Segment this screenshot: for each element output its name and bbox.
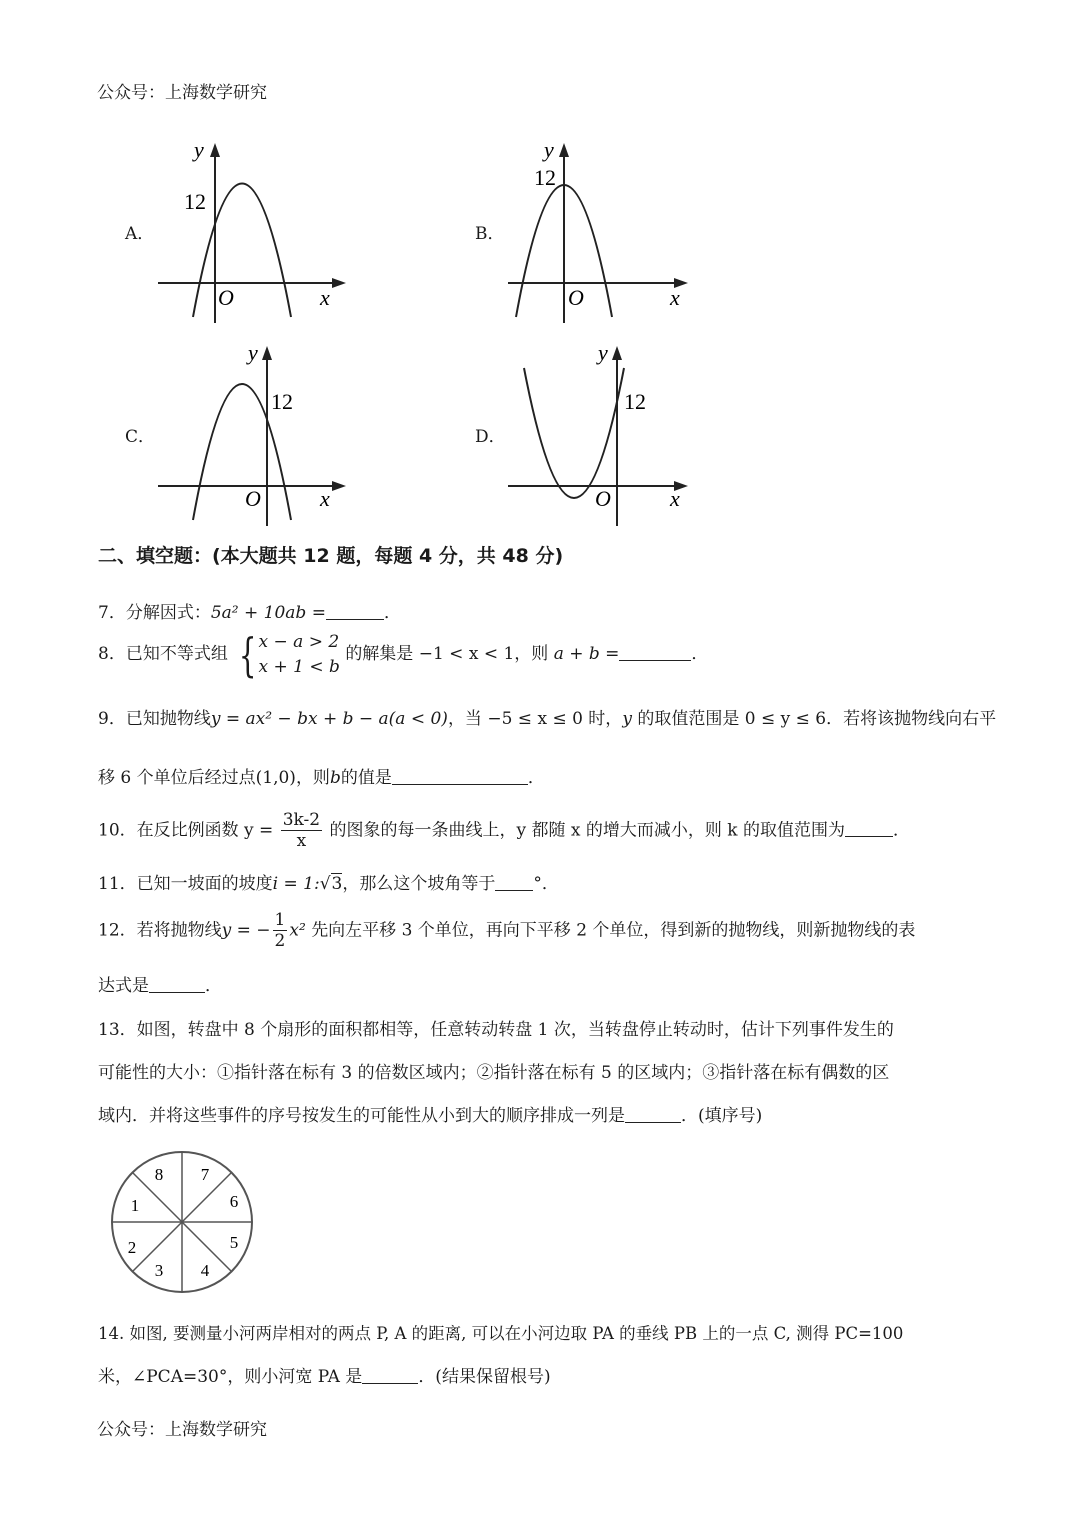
svg-text:12: 12 (624, 389, 646, 414)
question-14-line-2: 米，∠PCA=30°，则小河宽 PA 是 ．(结果保留根号) (98, 1367, 551, 1387)
question-13-line-3: 域内．并将这些事件的序号按发生的可能性从小到大的顺序排成一列是 ．(填序号) (98, 1106, 763, 1126)
answer-blank[interactable] (495, 872, 533, 891)
option-d-label: D． (475, 427, 506, 447)
answer-blank[interactable] (625, 1104, 681, 1123)
graph-c (150, 338, 350, 533)
page-footer: 公众号：上海数学研究 (97, 1420, 267, 1440)
question-7: 7．分解因式：5a² + 10ab = ． (98, 603, 401, 623)
spinner-label: 1 (130, 1196, 140, 1215)
spinner-figure (104, 1148, 264, 1298)
spinner-label: 6 (229, 1192, 239, 1211)
graph-d (500, 338, 700, 533)
svg-text:x: x (670, 486, 680, 511)
answer-blank[interactable] (362, 1365, 418, 1384)
option-c-label: C． (125, 427, 156, 447)
svg-text:x: x (670, 285, 680, 310)
spinner-label: 8 (154, 1165, 164, 1184)
x-label: x (320, 285, 330, 310)
option-a-label: A． (125, 224, 155, 244)
origin-label: O (218, 285, 234, 310)
svg-text:12: 12 (271, 389, 293, 414)
page-header: 公众号：上海数学研究 (97, 83, 267, 103)
spinner-label: 4 (200, 1261, 210, 1280)
spinner-label: 3 (154, 1261, 164, 1280)
spinner-label: 5 (229, 1233, 239, 1252)
svg-text:O: O (245, 486, 261, 511)
question-13-line-2: 可能性的大小：①指针落在标有 3 的倍数区域内；②指针落在标有 5 的区域内；③指针落在标有偶数的区 (98, 1063, 890, 1083)
spinner-label: 7 (200, 1165, 210, 1184)
svg-text:y: y (248, 340, 258, 365)
spinner-label: 2 (127, 1238, 137, 1257)
question-11: 11．已知一坡面的坡度i = 1:√3，那么这个坡角等于 °． (98, 874, 559, 894)
question-9-line-1: 9．已知抛物线y = ax² − bx + b − a(a < 0)，当 −5 ≤ x ≤ 0 时，y 的取值范围是 0 ≤ y ≤ 6．若将该抛物线向右平 (98, 709, 997, 729)
y-axis-arrow (210, 143, 220, 157)
svg-text:O: O (568, 285, 584, 310)
answer-blank[interactable] (619, 642, 691, 661)
svg-text:O: O (595, 486, 611, 511)
answer-blank[interactable] (326, 601, 384, 620)
section-title: 二、填空题：(本大题共 12 题，每题 4 分，共 48 分) (98, 545, 564, 567)
x-axis-arrow (332, 278, 346, 288)
question-8: 8．已知不等式组 { x − a > 2 x + 1 < b 的解集是 −1 < x < 1，则 a + b = ． (98, 627, 709, 682)
svg-text:y: y (598, 340, 608, 365)
svg-text:y: y (544, 137, 554, 162)
parabola-curve (524, 368, 624, 498)
question-12-line-1: 12．若将抛物线y = − $\frac{1}{2}$ x² 先向左平移 3 个单位，再向下平移 2 个单位，得到新的抛物线，则新抛物线的表 (98, 910, 916, 952)
option-b-label: B． (475, 224, 505, 244)
graph-b (500, 135, 700, 330)
question-10: 10．在反比例函数 y = $\frac{3k-2}{x}$ 的图象的每一条曲线上，y 都随 x 的增大而减小，则 k 的取值范围为 ． (98, 810, 911, 852)
parabola-curve (193, 184, 291, 318)
question-12-line-2: 达式是 ． (98, 976, 222, 996)
question-9-line-2: 移 6 个单位后经过点(1,0)，则b的值是 ． (98, 768, 545, 788)
svg-text:x: x (320, 486, 330, 511)
intercept-label: 12 (184, 189, 206, 214)
svg-text:12: 12 (534, 165, 556, 190)
y-label: y (194, 137, 204, 162)
answer-blank[interactable] (392, 766, 528, 785)
graph-a (150, 135, 350, 330)
answer-blank[interactable] (845, 819, 893, 838)
question-13-line-1: 13．如图，转盘中 8 个扇形的面积都相等，任意转动转盘 1 次，当转盘停止转动时，估计下列事件发生的 (98, 1020, 894, 1040)
question-14-line-1: 14. 如图, 要测量小河两岸相对的两点 P, A 的距离, 可以在小河边取 PA 的垂线 PB 上的一点 C, 测得 PC=100 (98, 1324, 904, 1343)
answer-blank[interactable] (149, 974, 205, 993)
